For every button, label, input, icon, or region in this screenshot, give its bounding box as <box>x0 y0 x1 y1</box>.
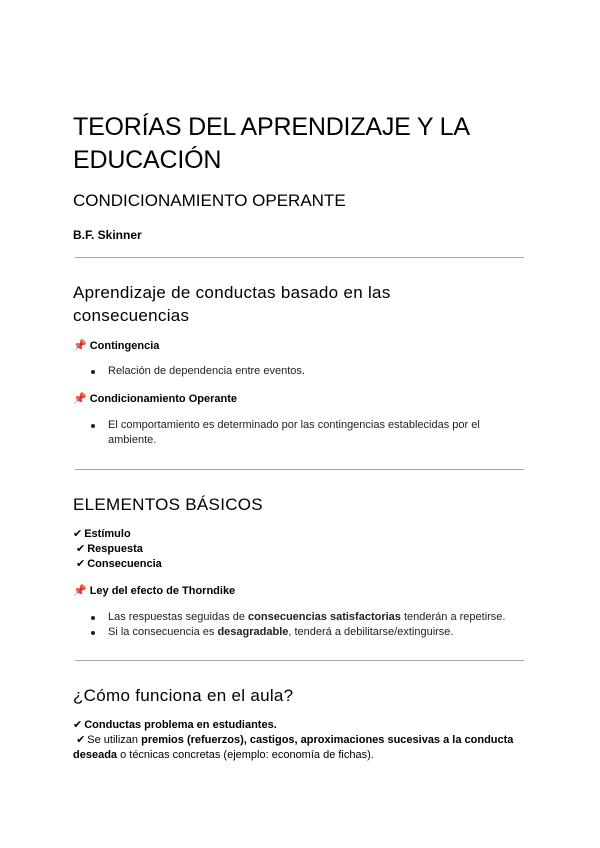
check-mark-icon: ✔ <box>73 528 83 540</box>
bullet-dot-icon <box>91 616 95 620</box>
list-item <box>108 364 518 379</box>
list-item-emphasis: desagradable <box>217 626 289 638</box>
check-item-estimulo <box>73 527 131 542</box>
list-item-text: Si la consecuencia es <box>108 626 218 638</box>
label-text: Ley del efecto de Thorndike <box>89 585 236 597</box>
list-item-text: , tenderá a debilitarse/extinguirse. <box>288 626 454 638</box>
label-text: Contingencia <box>89 340 160 352</box>
check-mark-icon: ✔ <box>76 558 86 570</box>
check-item-text: Estímulo <box>84 528 131 540</box>
check-item-consecuencia <box>76 557 162 572</box>
check-item-tecnicas <box>73 733 528 763</box>
check-item-emphasis: premios (refuerzos), castigos, aproximaciones sucesivas a la conducta deseada <box>73 734 514 761</box>
author: B.F. Skinner <box>73 228 142 242</box>
list-item-text: tenderán a repetirse. <box>400 611 506 623</box>
check-item-text: Conductas problema en estudiantes. <box>84 719 277 731</box>
page-title: TEORÍAS DEL APRENDIZAJE Y LA EDUCACIÓN <box>73 113 469 174</box>
divider <box>75 257 524 258</box>
section-heading-aula: ¿Cómo funciona en el aula? <box>73 686 294 705</box>
check-item-respuesta <box>76 542 143 557</box>
check-mark-icon: ✔ <box>76 734 86 746</box>
bullet-dot-icon <box>91 424 95 428</box>
subtitle: CONDICIONAMIENTO OPERANTE <box>73 191 346 210</box>
list-item <box>108 610 528 625</box>
divider <box>75 469 524 470</box>
label-text: Condicionamiento Operante <box>89 393 237 405</box>
check-item-text: Respuesta <box>87 543 143 555</box>
label-condicionamiento-operante <box>73 392 237 406</box>
divider <box>75 660 524 661</box>
bullet-dot-icon <box>91 370 95 374</box>
list-item-text: Relación de dependencia entre eventos. <box>108 365 305 377</box>
check-mark-icon: ✔ <box>73 719 83 731</box>
list-item <box>108 418 508 448</box>
list-item <box>108 625 528 640</box>
label-ley-thorndike <box>73 584 235 598</box>
bullet-dot-icon <box>91 631 95 635</box>
label-contingencia <box>73 339 159 353</box>
list-item-text: El comportamiento es determinado por las contingencias establecidas por el ambiente. <box>108 419 480 446</box>
section-heading-consequences: Aprendizaje de conductas basado en las consecuencias <box>73 283 391 325</box>
check-item-text: Se utilizan <box>87 734 142 746</box>
check-mark-icon: ✔ <box>76 543 86 555</box>
check-item-text: o técnicas concretas (ejemplo: economía de fichas). <box>117 749 374 761</box>
check-item-text: Consecuencia <box>87 558 162 570</box>
pushpin-icon: 📌 <box>73 585 87 597</box>
list-item-emphasis: consecuencias satisfactorias <box>248 611 401 623</box>
list-item-text: Las respuestas seguidas de <box>108 611 249 623</box>
check-item-conductas <box>73 718 277 733</box>
section-heading-elementos: ELEMENTOS BÁSICOS <box>73 495 263 514</box>
pushpin-icon: 📌 <box>73 393 87 405</box>
pushpin-icon: 📌 <box>73 340 87 352</box>
